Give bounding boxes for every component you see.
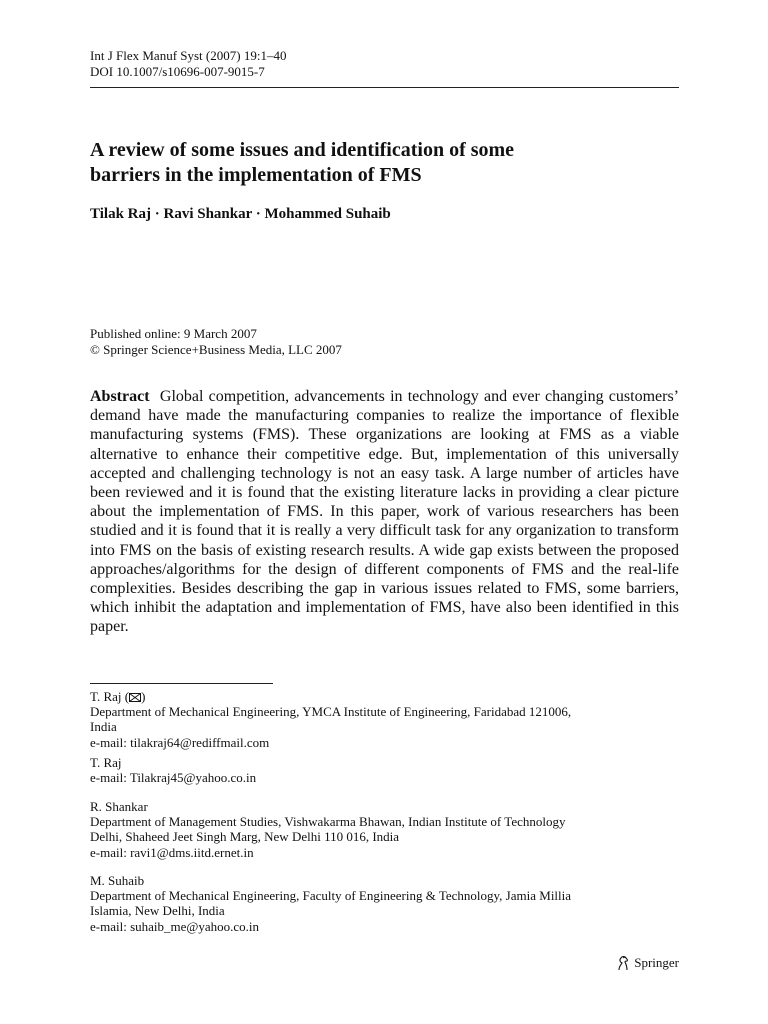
published-online: Published online: 9 March 2007: [90, 326, 257, 341]
author-name: R. Shankar: [90, 799, 148, 814]
springer-horse-icon: [616, 955, 630, 971]
author-list: Tilak Raj · Ravi Shankar · Mohammed Suhaib: [90, 206, 391, 222]
abstract-label: Abstract: [90, 388, 150, 405]
abstract-text: Global competition, advancements in technology and ever changing customers’ demand have made the manufacturing companies to realize the importance of flexible manufacturing systems (FMS). These organizations are looking at FMS as a viable alternative to enhance their competitive edge. But, implementation of this universally accepted and challenging technology is not an easy task. A large number of articles have been reviewed and it is found that the existing literature lacks in providing a clear picture about the implementation of FMS. In this paper, work of various researchers has been studied and it is found that it is really a very difficult task for any organization to transform into FMS on the basis of existing research results. A wide gap exists between the proposed approaches/algorithms for the design of different components of FMS and the real-life complexities. Besides describing the gap in various issues related to FMS, some barriers, which inhibit the adaptation and implementation of FMS, have also been identified in this paper.: [90, 388, 680, 636]
affiliation-line-2: Delhi, Shaheed Jeet Singh Marg, New Delhi 110 016, India: [90, 829, 400, 845]
email: e-mail: Tilakraj45@yahoo.co.in: [90, 770, 257, 786]
affiliation-line-2: India: [90, 719, 117, 735]
affiliation-line-2: Islamia, New Delhi, India: [90, 903, 225, 919]
title-line-1: A review of some issues and identification of some: [90, 139, 515, 161]
affiliation-line-1: Department of Management Studies, Vishwakarma Bhawan, Indian Institute of Technology: [90, 814, 566, 830]
journal-header: [90, 48, 286, 80]
abstract: [90, 387, 679, 637]
publication-info: [90, 326, 342, 358]
publisher-logo: [616, 955, 679, 971]
footnote-shankar: [90, 799, 679, 860]
footnote-raj-2: [90, 755, 679, 785]
copyright: © Springer Science+Business Media, LLC 2007: [90, 342, 342, 357]
email: e-mail: suhaib_me@yahoo.co.in: [90, 918, 260, 934]
footnote-suhaib: [90, 873, 679, 934]
doi: DOI 10.1007/s10696-007-9015-7: [90, 64, 265, 79]
author-name: T. Raj: [90, 755, 122, 770]
article-title: [90, 138, 690, 188]
affiliation-line-1: Department of Mechanical Engineering, YMCA Institute of Engineering, Faridabad 121006,: [90, 704, 572, 720]
author-name: M. Suhaib: [90, 873, 145, 888]
footnote-rule: [90, 683, 273, 684]
email: e-mail: ravi1@dms.iitd.ernet.in: [90, 844, 254, 860]
author-name: T. Raj ( ): [90, 689, 146, 704]
affiliation-line-1: Department of Mechanical Engineering, Faculty of Engineering & Technology, Jamia Millia: [90, 888, 572, 904]
envelope-icon: [129, 693, 141, 702]
email: e-mail: tilakraj64@rediffmail.com: [90, 734, 270, 750]
header-rule: [90, 87, 679, 88]
publisher-name: Springer: [634, 955, 679, 970]
footnote-raj-1: [90, 689, 679, 750]
title-line-2: barriers in the implementation of FMS: [90, 164, 422, 186]
journal-citation: Int J Flex Manuf Syst (2007) 19:1–40: [90, 48, 287, 63]
